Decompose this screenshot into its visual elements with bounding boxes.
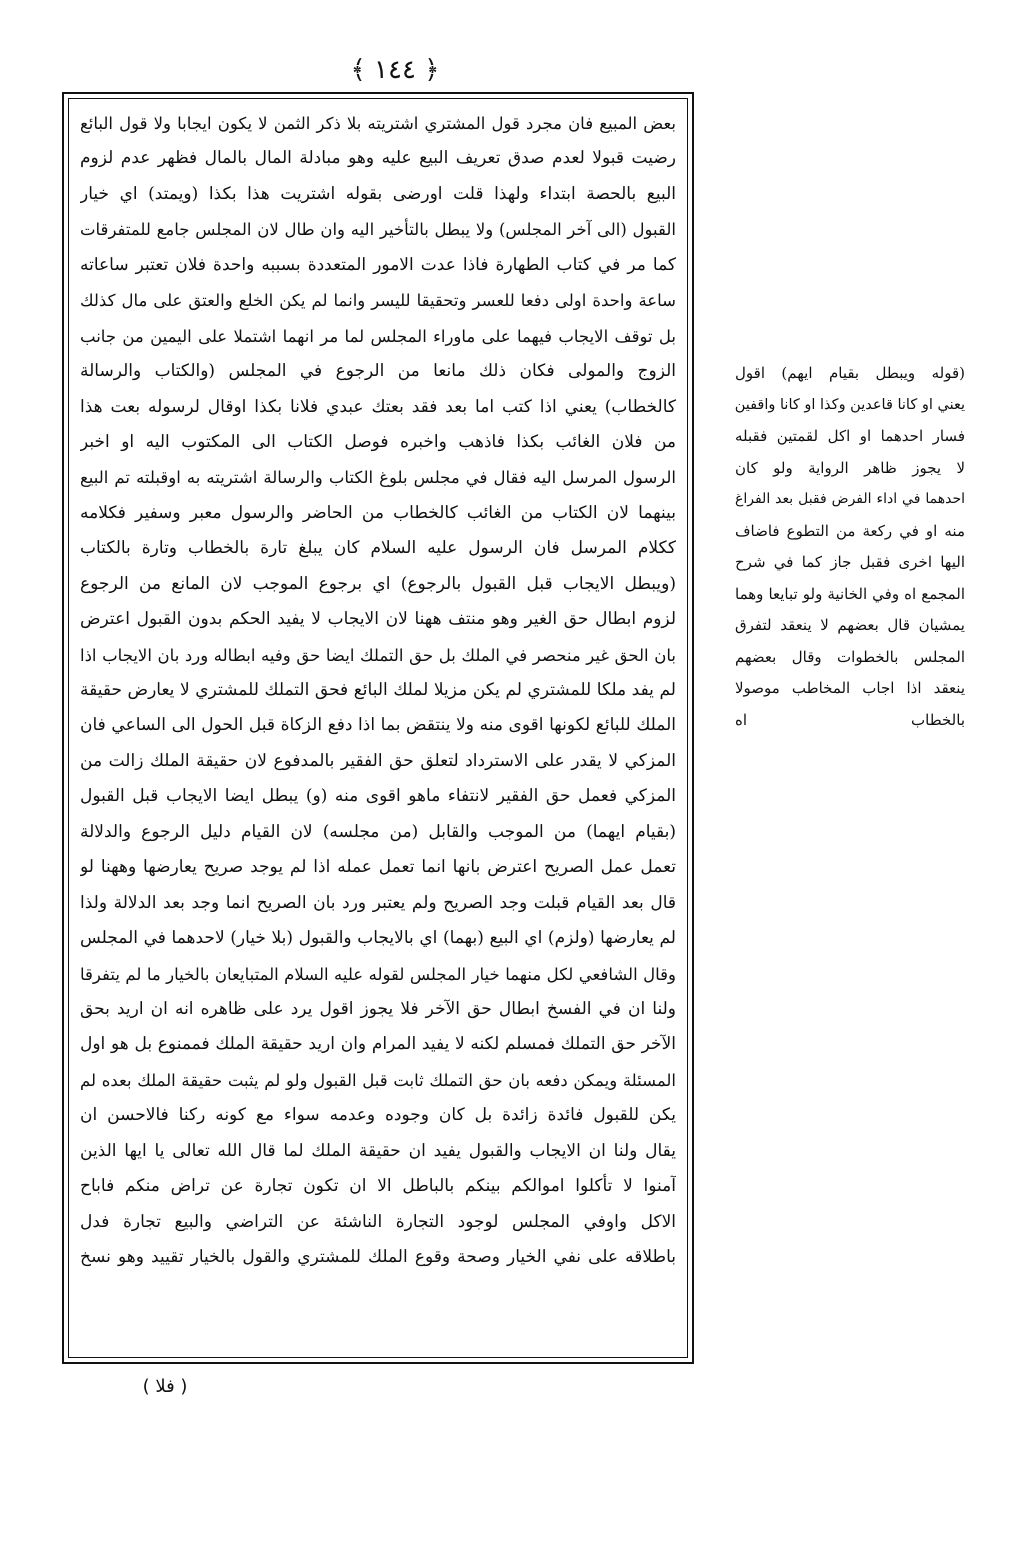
margin-note-line: فسار احدهما او اكل لقمتين فقبله [735, 427, 965, 445]
main-text-block [80, 106, 676, 1275]
catchword: ( فلا ) [142, 1376, 188, 1397]
text-line: بان الحق غير منحصر في الملك بل حق التملك ايضا حق وفيه ابطاله ورد بان الايجاب اذا [80, 645, 676, 665]
text-line: تعمل عمل الصريح اعترض بانها انما تعمل عمله اذا لم يوجد صريح يعارضها وههنا لو [80, 857, 676, 878]
text-line: الملك للبائع لكونها اقوى منه ولا ينتقض بما اذا دفع الزكاة قبل الحول الى الساعي فان [80, 715, 676, 736]
text-line: رضيت قبولا لعدم صدق تعريف البيع عليه وهو مبادلة المال بالمال فظهر عدم لزوم [80, 148, 676, 169]
text-line: البيع بالحصة ابتداء ولهذا قلت اورضى بقوله اشتريت هذا بكذا (ويمتد) اي خيار [80, 183, 676, 204]
text-line: القبول (الى آخر المجلس) ولا يبطل بالتأخير اليه وان طال لان المجلس جامع للمتفرقات [80, 220, 676, 240]
text-line: وقال الشافعي لكل منهما خيار المجلس لقوله عليه السلام المتبايعان بالخيار ما لم يتفرقا [80, 964, 676, 984]
margin-note-line: يمشيان قال بعضهم لا ينعقد لتفرق [735, 616, 965, 634]
margin-note-line: (قوله ويبطل بقيام ايهم) اقول [735, 364, 965, 382]
margin-note-line: المجمع اه وفي الخانية ولو تبايعا وهما [735, 584, 965, 603]
margin-note-line: لا يجوز ظاهر الرواية ولو كان [735, 458, 965, 477]
text-line: (ويبطل الايجاب قبل القبول بالرجوع) اي برجوع الموجب لان المانع من الرجوع [80, 573, 676, 594]
text-line: لم يعارضها (ولزم) اي البيع (بهما) اي بالايجاب والقبول (بلا خيار) لاحدهما في المجلس [80, 928, 676, 949]
margin-note-line: يعني او كانا قاعدين وكذا او كانا واقفين [735, 396, 965, 413]
text-line: بينهما لان الكتاب من الغائب كالخطاب من الحاضر والرسول معبر وسفير فكلامه [80, 502, 676, 523]
text-line: لزوم ابطال حق الغير وهو منتف ههنا لان الايجاب لا يفيد الحكم بدون القبول اعترض [80, 609, 676, 630]
text-line: قال بعد القيام قبلت وجد الصريح ولم يعتبر ورد بان الصريح انما وجد بعد الدلالة ولذا [80, 892, 676, 913]
text-line: الرسول المرسل اليه فقال في مجلس بلوغ الكتاب والرسالة اشتريته به اوقبلته تم البيع [80, 468, 676, 488]
text-line: كالخطاب) يعني اذا كتب اما بعد فقد بعتك عبدي فلانا بكذا اوقال لرسوله بعت هذا [80, 396, 676, 417]
text-line: المزكي فعمل حق الفقير لانتفاء ماهو اقوى منه (و) يبطل ايضا الايجاب قبل القبول [80, 786, 676, 807]
text-line: باطلاقه على نفي الخيار وصحة وقوع الملك للمشتري والقول بالخيار تقييد وهو نسخ [80, 1247, 676, 1267]
text-line: يكن للقبول فائدة زائدة بل كان وجوده وعدمه سواء مع كونه ركنا فالاحسن ان [80, 1105, 676, 1126]
margin-note-line: المجلس بالخطوات وقال بعضهم [735, 647, 965, 666]
text-line: ولنا ان في الفسخ ابطال حق الآخر فلا يجوز اقول يرد على ظاهره انه ان اريد بحق [80, 998, 676, 1019]
text-line: من فلان الغائب بكذا فاذهب واخبره فوصل الكتاب الى المكتوب اليه او اخبر [80, 431, 676, 452]
margin-note-line: اليها اخرى فقبل جاز كما في شرح [735, 553, 965, 571]
text-line: ككلام المرسل فان الرسول عليه السلام كان يبلغ تارة بالخطاب وتارة بالكتاب [80, 538, 676, 559]
page-number: ﴿ ١٤٤ ﴾ [350, 55, 440, 85]
main-text-frame [62, 92, 694, 1364]
text-line: الاكل واوفي المجلس لوجود التجارة الناشئة عن التراضي والبيع تجارة فدل [80, 1211, 676, 1232]
margin-note [735, 358, 965, 736]
text-line: ساعة واحدة اولى دفعا للعسر وتحقيقا لليسر وانما لم يكن الخلع والعتق على مال كذلك [80, 291, 676, 311]
margin-note-line: منه او في ركعة من التطوع فاضاف [735, 521, 965, 540]
margin-note-line: بالخطاب اه [735, 710, 965, 729]
text-line: بعض المبيع فان مجرد قول المشتري اشتريته بلا ذكر الثمن لا يكون ايجابا ولا قول البائع [80, 114, 676, 133]
text-line: آمنوا لا تأكلوا اموالكم بينكم بالباطل الا ان تكون تجارة عن تراض منكم فاباح [80, 1176, 676, 1197]
text-line: (بقيام ايهما) من الموجب والقابل (من مجلسه) لان القيام دليل الرجوع والدلالة [80, 821, 676, 842]
text-line: الزوج والمولى فكان ذلك مانعا من الرجوع في المجلس (والكتاب والرسالة [80, 361, 676, 382]
text-line: الآخر حق التملك فمسلم لكنه لا يفيد المرام وان اريد حقيقة الملك فممنوع بل هو اول [80, 1034, 676, 1055]
text-line: المسئلة ويمكن دفعه بان حق التملك ثابت قبل القبول ولو لم يثبت حقيقة الملك بعده لم [80, 1070, 676, 1090]
margin-note-line: ينعقد اذا اجاب المخاطب موصولا [735, 679, 965, 697]
text-line: يقال ولنا ان الايجاب والقبول يفيد ان حقيقة الملك لما قال الله تعالى يا ايها الذين [80, 1140, 676, 1161]
text-line: لم يفد ملكا للمشتري لم يكن مزيلا لملك البائع فحق التملك للمشتري لا يعارض حقيقة [80, 680, 676, 700]
text-line: بل توقف الايجاب فيهما على ماوراء المجلس لما مر انهما اشتملا على اليمين من جانب [80, 326, 676, 346]
margin-note-line: احدهما في اداء الفرض فقبل بعد الفراغ [735, 491, 965, 507]
text-line: المزكي لا يقدر على الاسترداد لتعلق حق الفقير بالمدفوع لان حقيقة الملك زالت من [80, 750, 676, 771]
text-line: كما مر في كتاب الطهارة فاذا عدت الامور المتعددة بسببه واحدة فلان تعتبر ساعاته [80, 254, 676, 275]
